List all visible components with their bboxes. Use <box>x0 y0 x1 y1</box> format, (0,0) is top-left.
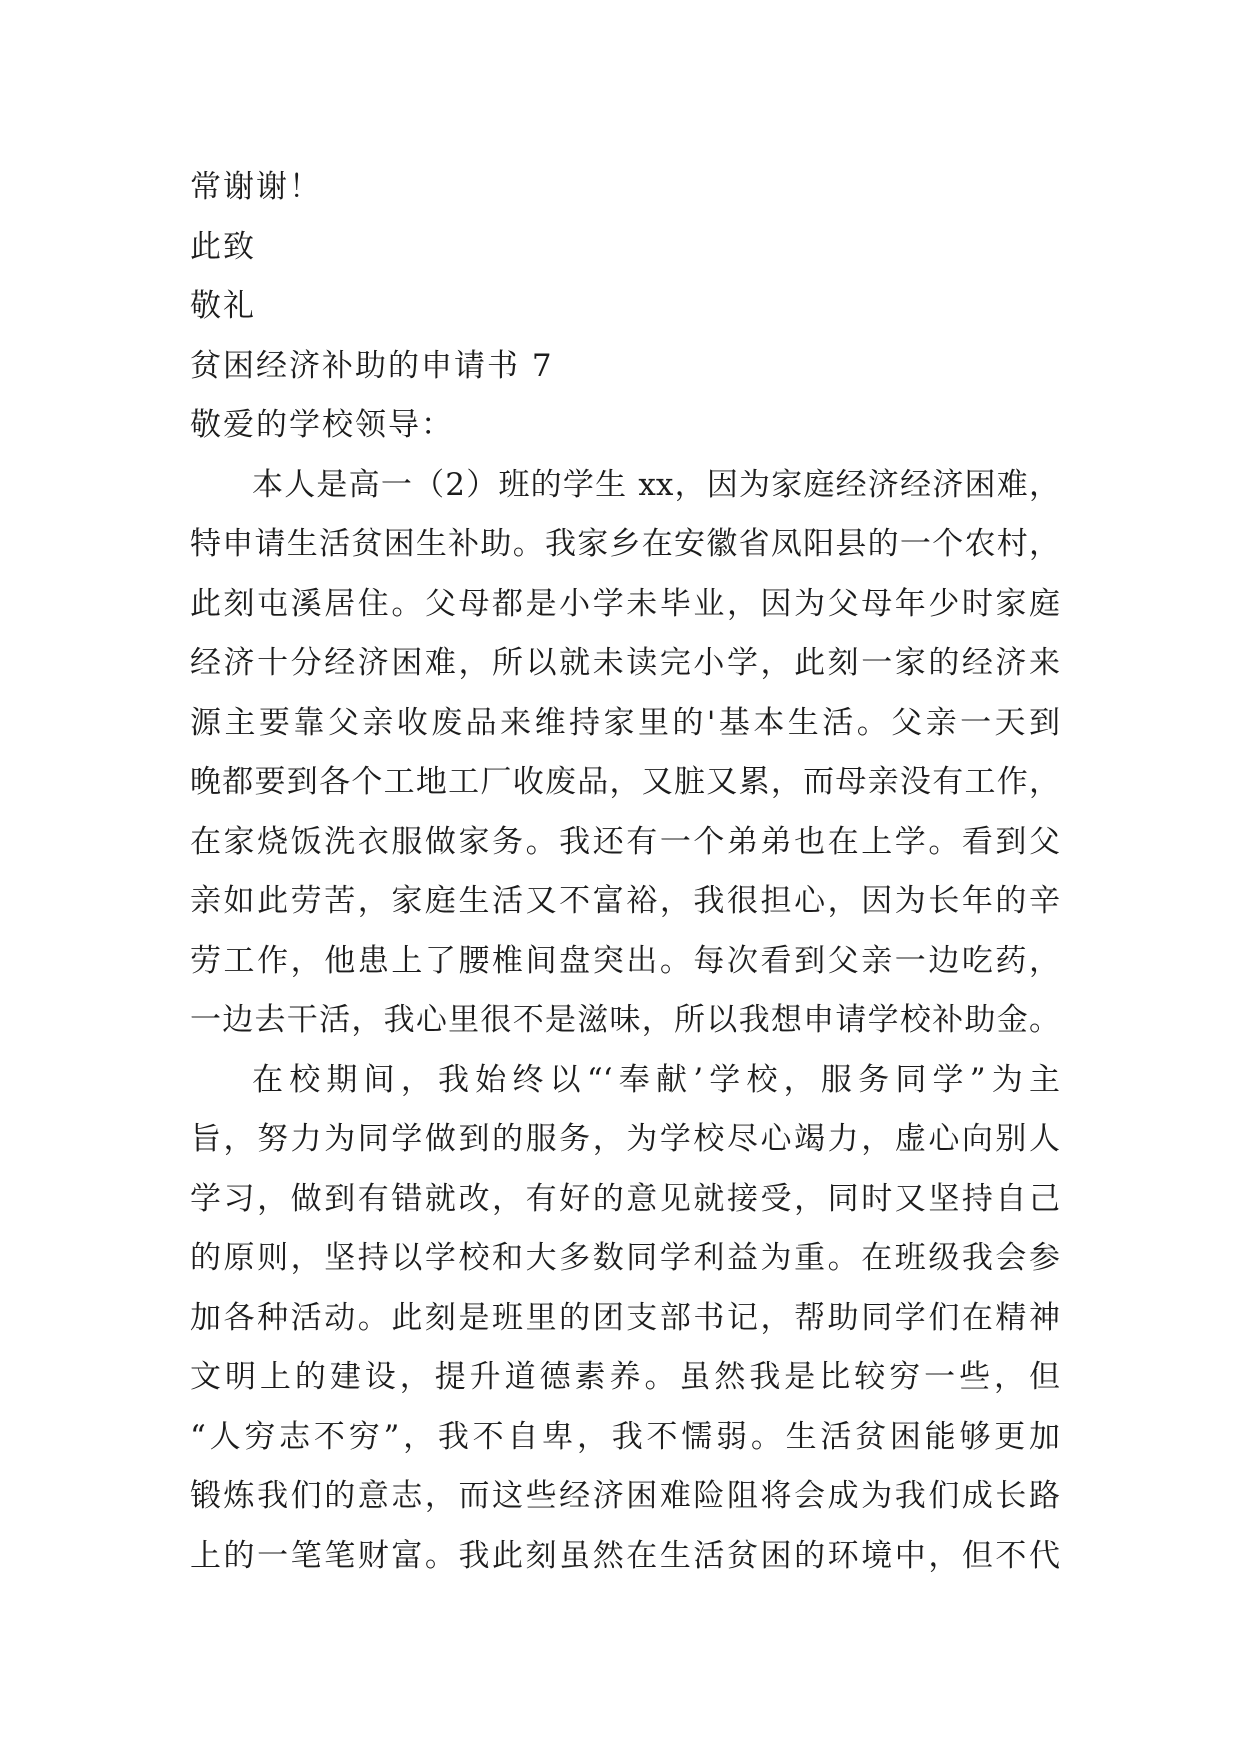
paragraph-line: 本人是高一（2）班的学生 xx，因为家庭经济经济困难， <box>252 466 1060 503</box>
paragraph-line: 在校期间，我始终以“‘奉献’学校，服务同学”为主 <box>252 1061 1060 1098</box>
paragraph-line: “人穷志不穷”，我不自卑，我不懦弱。生活贫困能够更加 <box>190 1418 1060 1455</box>
paragraph-line: 锻炼我们的意志，而这些经济困难险阻将会成为我们成长路 <box>190 1478 1060 1514</box>
paragraph-line: 加各种活动。此刻是班里的团支部书记，帮助同学们在精神 <box>190 1299 1060 1336</box>
paragraph-line: 在家烧饭洗衣服做家务。我还有一个弟弟也在上学。看到父 <box>190 823 1060 860</box>
section-title: 贫困经济补助的申请书 7 <box>190 347 554 384</box>
paragraph-line: 特申请生活贫困生补助。我家乡在安徽省凤阳县的一个农村， <box>190 526 1060 562</box>
paragraph-line: 旨，努力为同学做到的服务，为学校尽心竭力，虚心向别人 <box>190 1121 1060 1157</box>
paragraph-line: 学习，做到有错就改，有好的意见就接受，同时又坚持自己 <box>190 1180 1060 1217</box>
paragraph-line: 劳工作，他患上了腰椎间盘突出。每次看到父亲一边吃药， <box>190 942 1060 979</box>
text-line: 敬礼 <box>190 288 256 324</box>
paragraph-line: 亲如此劳苦，家庭生活又不富裕，我很担心，因为长年的辛 <box>190 883 1060 919</box>
text-line: 常谢谢！ <box>190 169 322 205</box>
paragraph-line: 晚都要到各个工地工厂收废品，又脏又累，而母亲没有工作， <box>190 764 1060 800</box>
text-line: 此致 <box>190 228 256 265</box>
paragraph-line: 文明上的建设，提升道德素养。虽然我是比较穷一些，但 <box>190 1359 1060 1395</box>
paragraph-line: 的原则，坚持以学校和大多数同学利益为重。在班级我会参 <box>190 1240 1060 1276</box>
paragraph-line: 经济十分经济困难，所以就未读完小学，此刻一家的经济来 <box>190 645 1060 681</box>
salutation: 敬爱的学校领导： <box>190 407 454 443</box>
paragraph-line: 上的一笔笔财富。我此刻虽然在生活贫困的环境中，但不代 <box>190 1537 1060 1574</box>
paragraph-line: 源主要靠父亲收废品来维持家里的'基本生活。父亲一天到 <box>190 704 1060 741</box>
paragraph-line: 此刻屯溪居住。父母都是小学未毕业，因为父母年少时家庭 <box>190 585 1060 622</box>
document-body <box>190 158 1060 1586</box>
paragraph-line: 一边去干活，我心里很不是滋味，所以我想申请学校补助金。 <box>190 1002 1060 1038</box>
